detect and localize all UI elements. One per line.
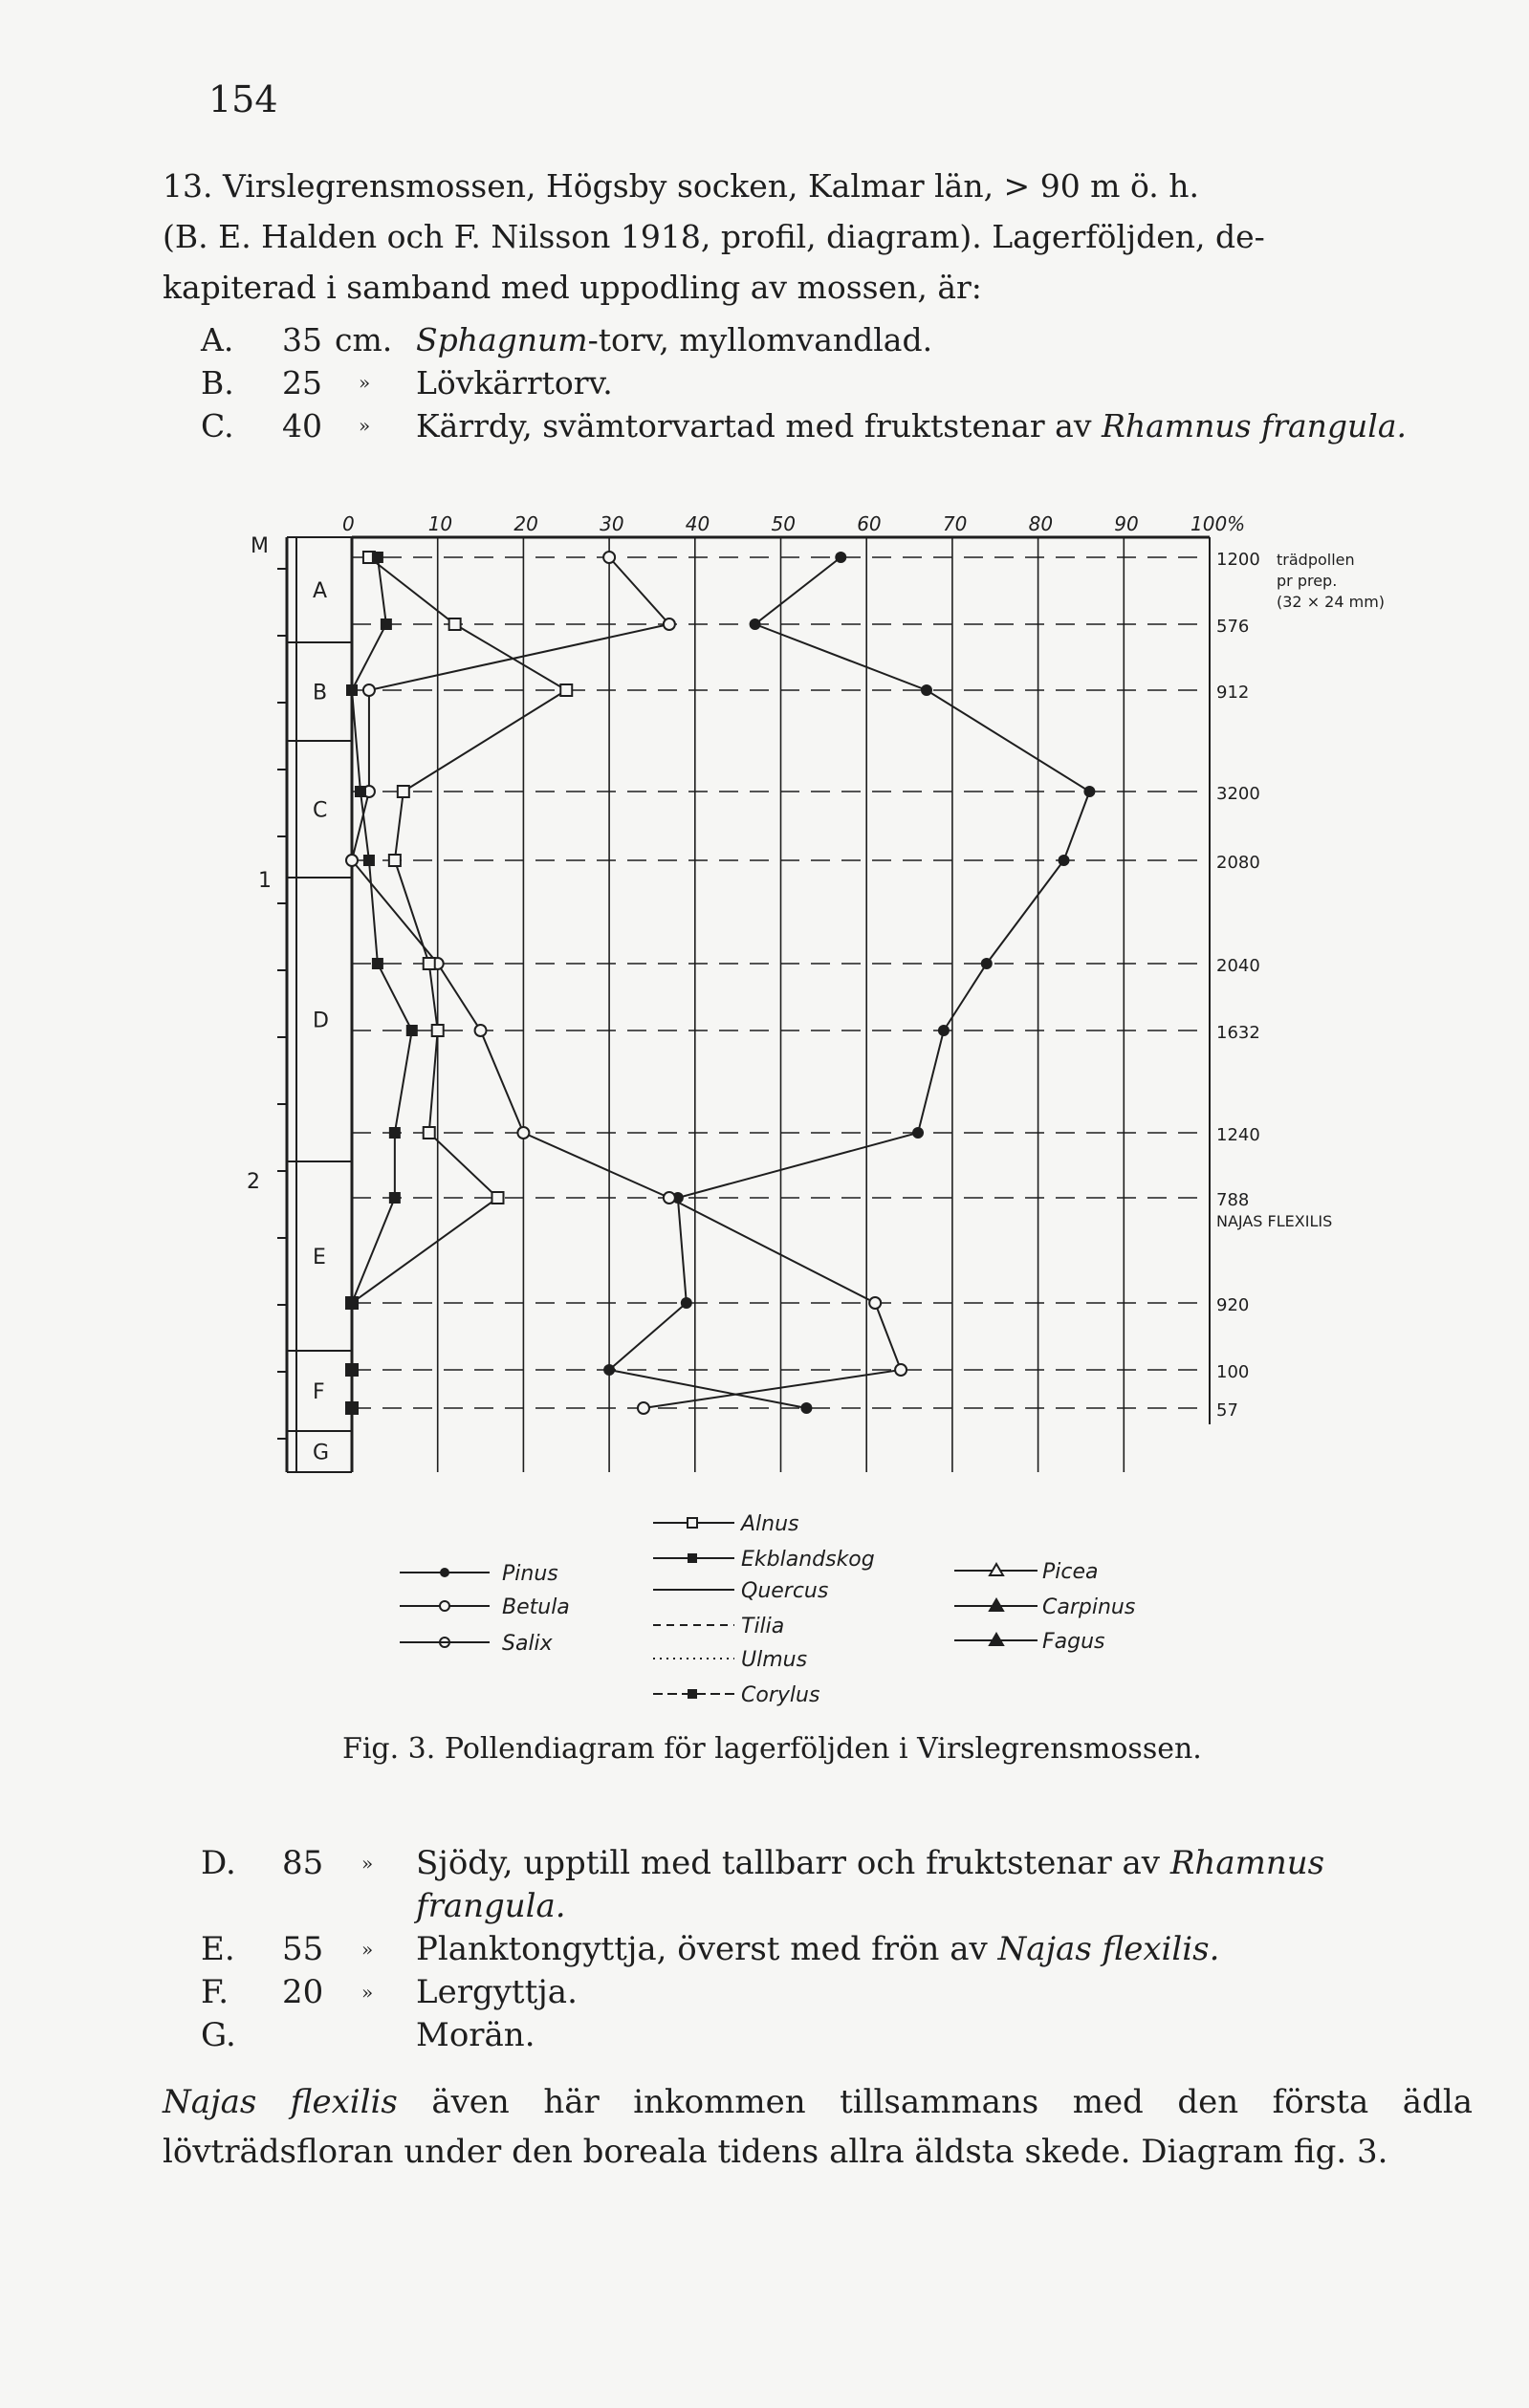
stratum-label: F <box>313 1380 325 1404</box>
legend-label: Tilia <box>741 1615 785 1638</box>
ekblandskog-point <box>346 684 358 696</box>
pinus-point <box>1059 855 1070 866</box>
stratum-label: C <box>313 798 328 823</box>
ekblandskog-point <box>346 1297 358 1309</box>
betula-point <box>664 1192 675 1204</box>
legend-label: Betula <box>502 1595 570 1619</box>
x-tick-label: 10 <box>427 512 453 535</box>
legend-label: Carpinus <box>1042 1595 1136 1619</box>
level-count-label: 2080 <box>1216 853 1260 873</box>
betula-point <box>475 1025 487 1036</box>
x-tick-label: 60 <box>857 512 882 535</box>
level-count-label: 920 <box>1216 1295 1250 1315</box>
ekblandskog-point <box>389 1192 401 1204</box>
betula-point <box>346 855 358 866</box>
legend-label: Corylus <box>741 1683 820 1707</box>
level-note: pr prep. <box>1277 572 1338 590</box>
depth-tick-label: 1 <box>258 869 272 893</box>
ekblandskog-point <box>381 618 392 630</box>
intro-line: kapiterad i samband med uppodling av mossen, är: <box>163 269 982 306</box>
level-count-label: 100 <box>1216 1362 1250 1382</box>
legend-label: Ekblandskog <box>741 1548 875 1572</box>
legend-marker <box>688 1689 697 1699</box>
level-count-label: 912 <box>1216 683 1250 703</box>
ekblandskog-point <box>406 1025 418 1036</box>
stratum-label: E <box>313 1246 326 1269</box>
alnus-point <box>560 684 572 696</box>
ekblandskog-point <box>372 552 383 563</box>
stratum-label: D <box>313 1009 329 1033</box>
figure-caption: Fig. 3. Pollendiagram för lagerföljden i Virslegrensmossen. <box>342 1732 1202 1766</box>
pinus-point <box>681 1297 692 1309</box>
level-note: trädpollen <box>1277 551 1355 569</box>
betula-point <box>603 552 615 563</box>
level-count-label: 57 <box>1216 1400 1238 1421</box>
legend-label: Alnus <box>741 1512 799 1536</box>
level-count-label: 3200 <box>1216 784 1260 804</box>
pinus-point <box>938 1025 950 1036</box>
ekblandskog-point <box>346 1402 358 1414</box>
alnus-point <box>424 958 435 969</box>
legend-label: Ulmus <box>741 1648 808 1672</box>
pinus-point <box>921 684 932 696</box>
x-tick-label: 80 <box>1028 512 1054 535</box>
legend-marker <box>440 1601 449 1611</box>
level-count-label: 2040 <box>1216 956 1260 976</box>
betula-point <box>517 1127 529 1139</box>
level-count-label: 1632 <box>1216 1023 1260 1043</box>
depth-axis-label: M <box>251 534 269 558</box>
stratum-label: G <box>313 1441 330 1465</box>
alnus-point <box>449 618 461 630</box>
level-count-label: 1200 <box>1216 550 1260 570</box>
legend-marker <box>688 1553 697 1563</box>
x-tick-label: 40 <box>685 512 710 535</box>
pinus-point <box>750 618 761 630</box>
legend-label: Pinus <box>502 1562 558 1586</box>
intro-line: 13. Virslegrensmossen, Högsby socken, Kalmar län, > 90 m ö. h. <box>163 167 1199 205</box>
x-tick-label: 0 <box>342 512 355 535</box>
legend-marker <box>440 1568 449 1577</box>
level-count-label: 788 <box>1216 1190 1250 1210</box>
ekblandskog-point <box>389 1127 401 1139</box>
alnus-point <box>491 1192 503 1204</box>
x-tick-label: 100% <box>1190 512 1246 535</box>
legend-label: Picea <box>1042 1560 1099 1584</box>
level-note: (32 × 24 mm) <box>1277 593 1386 611</box>
page-number: 154 <box>208 78 278 120</box>
pinus-point <box>603 1364 615 1376</box>
betula-point <box>638 1402 649 1414</box>
betula-point <box>869 1297 881 1309</box>
alnus-series-line <box>352 557 566 1408</box>
level-count-label: 576 <box>1216 617 1250 637</box>
pinus-series-line <box>609 557 1089 1408</box>
pinus-point <box>800 1402 812 1414</box>
alnus-point <box>432 1025 444 1036</box>
stratum-label: A <box>313 579 328 603</box>
x-tick-label: 70 <box>942 512 968 535</box>
ekblandskog-point <box>355 786 366 797</box>
ekblandskog-point <box>346 1364 358 1376</box>
betula-point <box>895 1364 906 1376</box>
betula-series-line <box>352 557 901 1408</box>
pinus-point <box>835 552 846 563</box>
legend-label: Salix <box>502 1632 553 1656</box>
intro-line: (B. E. Halden och F. Nilsson 1918, profil, diagram). Lagerföljden, de- <box>163 218 1265 255</box>
final-paragraph: Najas flexilis även här inkommen tillsammans med den första ädla lövträdsfloran under den boreala tidens allra äldsta skede. Diagram fig. 3. <box>163 2083 1473 2171</box>
ekblandskog-point <box>363 855 375 866</box>
pinus-point <box>981 958 993 969</box>
legend-label: Quercus <box>741 1579 829 1603</box>
pinus-point <box>1083 786 1095 797</box>
betula-point <box>664 618 675 630</box>
level-count-label: 1240 <box>1216 1125 1260 1145</box>
depth-tick-label: 2 <box>247 1170 260 1194</box>
legend-label: Fagus <box>1042 1630 1105 1654</box>
alnus-point <box>424 1127 435 1139</box>
x-tick-label: 20 <box>513 512 538 535</box>
ekblandskog-point <box>372 958 383 969</box>
alnus-point <box>398 786 409 797</box>
legend-marker <box>688 1518 697 1528</box>
x-tick-label: 50 <box>771 512 796 535</box>
x-tick-label: 30 <box>600 512 624 535</box>
pinus-point <box>912 1127 924 1139</box>
betula-point <box>363 684 375 696</box>
level-note: NAJAS FLEXILIS <box>1216 1212 1333 1230</box>
alnus-point <box>389 855 401 866</box>
x-tick-label: 90 <box>1114 512 1139 535</box>
stratum-label: B <box>313 681 328 705</box>
